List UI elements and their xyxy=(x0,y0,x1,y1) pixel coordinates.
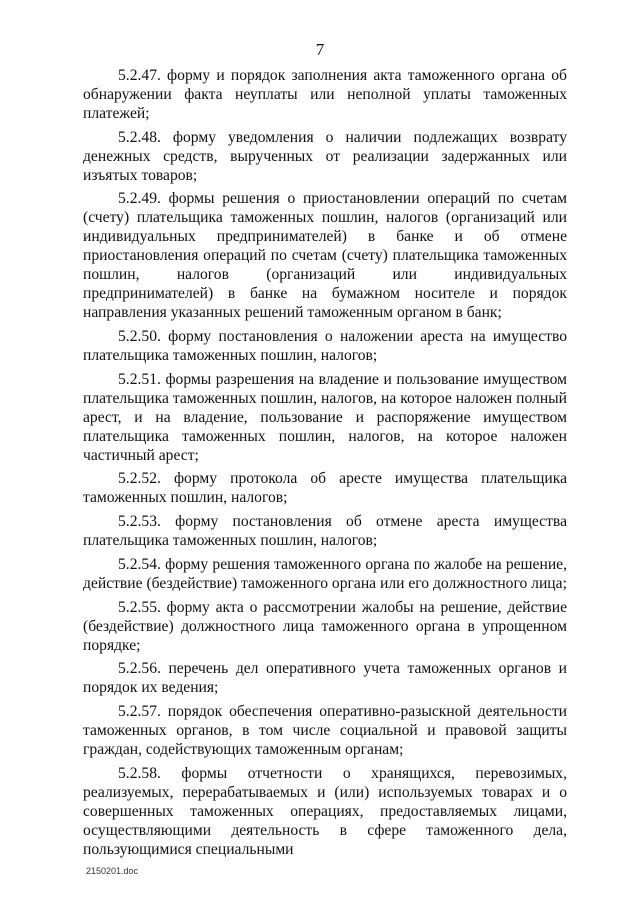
paragraph-5-2-51: 5.2.51. формы разрешения на владение и пользование имуществом плательщика таможенных пошлин, налогов, на которое наложен полный арест, и на владение, пользование и распоряжение имуществом плательщика таможенных пошлин, налогов, на которое наложен частичный арест; xyxy=(83,370,567,464)
document-body xyxy=(83,66,567,863)
paragraph-5-2-55: 5.2.55. форму акта о рассмотрении жалобы на решение, действие (бездействие) должностного лица таможенного органа в упрощенном порядке; xyxy=(83,598,567,654)
paragraph-5-2-54: 5.2.54. форму решения таможенного органа по жалобе на решение, действие (бездействие) таможенного органа или его должностного лица; xyxy=(83,555,567,592)
paragraph-5-2-57: 5.2.57. порядок обеспечения оперативно-разыскной деятельности таможенных органов, в том числе социальной и правовой защиты граждан, содействующих таможенным органам; xyxy=(83,702,567,758)
paragraph-5-2-49: 5.2.49. формы решения о приостановлении операций по счетам (счету) плательщика таможенных пошлин, налогов (организаций или индивидуальных предпринимателей) в банке и об отмене приостановления операций по счетам (счету) плательщика таможенных пошлин, налогов (организаций или индивидуальных предпринимателей) в банке на бумажном носителе и порядок направления указанных решений таможенным органом в банк; xyxy=(83,190,567,322)
paragraph-5-2-47: 5.2.47. форму и порядок заполнения акта таможенного органа об обнаружении факта неуплаты или неполной уплаты таможенных платежей; xyxy=(83,67,567,122)
paragraph-5-2-52: 5.2.52. форму протокола об аресте имущества плательщика таможенных пошлин, налогов; xyxy=(83,470,567,507)
paragraph-5-2-48: 5.2.48. форму уведомления о наличии подлежащих возврату денежных средств, вырученных от реализации задержанных или изъятых товаров; xyxy=(83,128,567,184)
page-number: 7 xyxy=(315,40,325,59)
paragraph-5-2-56: 5.2.56. перечень дел оперативного учета таможенных органов и порядок их ведения; xyxy=(83,660,567,697)
paragraph-5-2-58: 5.2.58. формы отчетности о хранящихся, перевозимых, реализуемых, перерабатываемых и (или) используемых товарах и о совершенных таможенных операциях, предоставляемых лицами, осуществляющими деятельность в сфере таможенного дела, пользующимися специальными xyxy=(83,764,567,858)
footer-filename: 2150201.doc xyxy=(86,866,139,876)
paragraph-5-2-53: 5.2.53. форму постановления об отмене ареста имущества плательщика таможенных пошлин, налогов; xyxy=(83,513,567,550)
paragraph-5-2-50: 5.2.50. форму постановления о наложении ареста на имущество плательщика таможенных пошлин, налогов; xyxy=(83,328,567,365)
